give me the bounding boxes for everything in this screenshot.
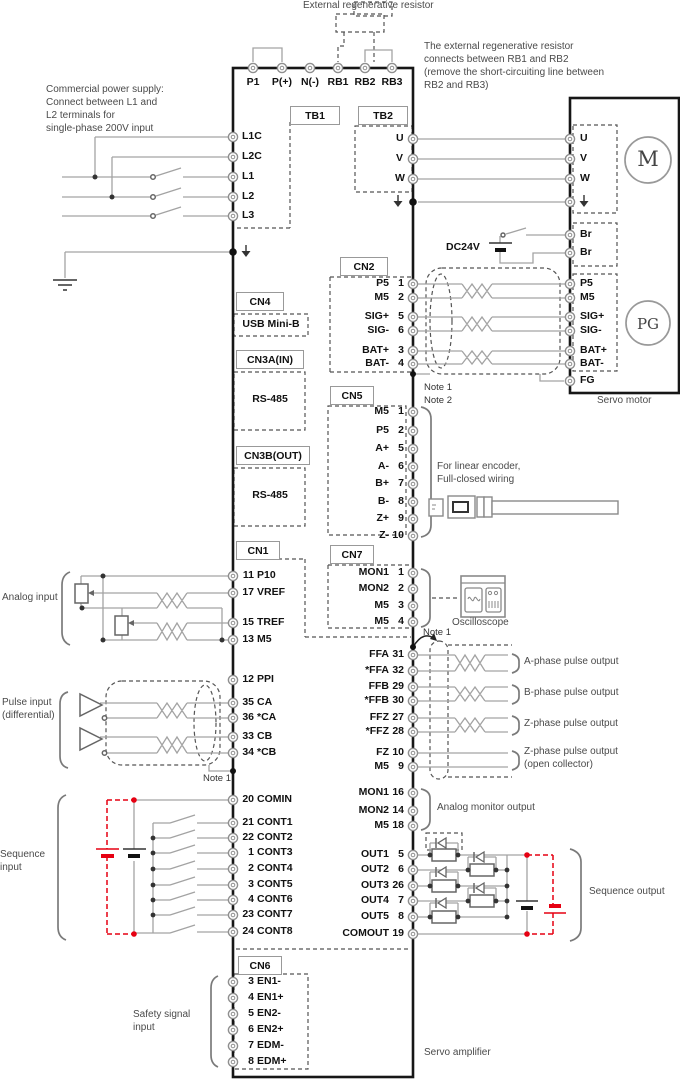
cn2-pin-sig-minus: SIG- 6 [367, 324, 404, 336]
enc-pin-fg: FG [580, 374, 595, 386]
sout-pin-out5: OUT5 8 [360, 910, 404, 922]
motor-pin-br2: Br [580, 246, 592, 258]
cn1-pin-star-cb: 34 *CB [242, 746, 277, 758]
motor-pin-w: W [580, 172, 590, 184]
oscilloscope-icon [461, 576, 505, 617]
enc-pin-bat-plus: BAT+ [580, 344, 607, 356]
cn5-pin-0: M5 1 [374, 405, 404, 417]
encoder-pg-label: PG [636, 315, 660, 333]
analog-monitor-caption: Analog monitor output [437, 802, 535, 813]
tb2-label: TB2 [358, 106, 408, 125]
rs485-out-label: RS-485 [252, 489, 288, 501]
pout-pin-star-ffa: *FFA 32 [365, 664, 404, 676]
relay-coil-out5 [432, 911, 456, 923]
analog-input-caption: Analog input [2, 592, 58, 603]
cn1-pin-cont1: 21 CONT1 [242, 816, 293, 828]
motor-pin-u: U [580, 132, 588, 144]
pin-l2c: L2C [242, 150, 262, 162]
terminal-p-plus: P(+) [271, 76, 293, 88]
relay-coil-out4 [470, 895, 494, 907]
z-phase-caption: Z-phase pulse output [524, 718, 618, 729]
diode-2 [476, 852, 484, 862]
linear-encoder-icon [429, 496, 618, 518]
terminal-n-minus: N(-) [300, 76, 320, 88]
relay-coil-out1 [432, 849, 456, 861]
power-note-4: single-phase 200V input [46, 123, 154, 134]
power-note-1: Commercial power supply: [46, 84, 164, 95]
cn6-pin-edm-plus: 8 EDM+ [248, 1055, 287, 1067]
diode-1 [438, 838, 446, 848]
cn5-label: CN5 [330, 386, 374, 405]
buffer-triangle-2 [80, 728, 102, 750]
ext-resistor-note-3: (remove the short-circuiting line between [424, 67, 605, 78]
enc-pin-sig-minus: SIG- [580, 324, 602, 336]
cn5-pin-7: Z- 10 [379, 529, 404, 541]
cn4-label: CN4 [236, 292, 284, 311]
cn2-pin-m5: M5 2 [374, 291, 404, 303]
z-phase-oc-caption-1: Z-phase pulse output [524, 746, 618, 757]
cn7-pin-m5-4: M5 4 [374, 615, 404, 627]
terminal-rb2: RB2 [354, 76, 376, 88]
cn5-note-2: Full-closed wiring [437, 474, 515, 485]
pout-pin-fz: FZ 10 [376, 746, 404, 758]
cn7-pin-m5-3: M5 3 [374, 599, 404, 611]
power-note-3: L2 terminals for [46, 110, 115, 121]
cn3a-label: CN3A(IN) [236, 350, 304, 369]
pulse-input-caption-2: (differential) [2, 710, 55, 721]
cn6-pin-en1-minus: 3 EN1- [248, 975, 281, 987]
pin-w: W [395, 172, 405, 184]
z-phase-oc-caption-2: (open collector) [524, 759, 593, 770]
cn1-pin-comin: 20 COMIN [242, 793, 292, 805]
cn2-pin-sig-plus: SIG+ 5 [364, 310, 404, 322]
cn6-pin-edm-minus: 7 EDM- [248, 1039, 284, 1051]
amon-pin-mon2: MON2 14 [358, 804, 404, 816]
cn5-pin-6: Z+ 9 [376, 512, 404, 524]
cn2-pin-bat-plus: BAT+ 3 [362, 344, 404, 356]
servo-motor-caption: Servo motor [597, 395, 652, 406]
terminal-p1: P1 [246, 76, 260, 88]
pin-l1: L1 [242, 170, 255, 182]
cn1-pin-tref: 15 TREF [242, 616, 285, 628]
cn1-pin-m5: 13 M5 [242, 633, 272, 645]
rs485-in-label: RS-485 [252, 393, 288, 405]
cn1-pin-cont3: 1 CONT3 [248, 846, 293, 858]
diode-3 [438, 867, 446, 877]
amon-pin-mon1: MON1 16 [358, 786, 404, 798]
cn1-pin-cont7: 23 CONT7 [242, 908, 293, 920]
cn2-pin-p5: P5 1 [376, 277, 404, 289]
pout-pin-star-ffb: *FFB 30 [364, 694, 404, 706]
cn1-pin-cont5: 3 CONT5 [248, 878, 293, 890]
cn1-pin-ppi: 12 PPI [242, 673, 274, 685]
potentiometer-2 [115, 616, 128, 635]
sout-pin-out2: OUT2 6 [360, 863, 404, 875]
ext-resistor-note-2: connects between RB1 and RB2 [424, 54, 569, 65]
relay-coil-out3 [432, 880, 456, 892]
cn6-pin-en2-minus: 5 EN2- [248, 1007, 281, 1019]
pulse-input-note1: Note 1 [203, 773, 231, 784]
pin-v: V [396, 152, 404, 164]
cn1-pin-cont2: 22 CONT2 [242, 831, 293, 843]
seq-input-caption-2: input [0, 862, 22, 873]
pulse-input-caption-1: Pulse input [2, 697, 52, 708]
pin-l2: L2 [242, 190, 255, 202]
cn3b-label: CN3B(OUT) [236, 446, 310, 465]
cn1-pin-cont4: 2 CONT4 [248, 862, 293, 874]
cn1-label: CN1 [236, 541, 280, 560]
cn6-pin-en1-plus: 4 EN1+ [248, 991, 284, 1003]
pout-pin-m5: M5 9 [374, 760, 404, 772]
ext-resistor-box [336, 14, 384, 32]
cn1-pin-p10: 11 P10 [242, 569, 276, 581]
cn6-label: CN6 [238, 956, 282, 975]
a-phase-caption: A-phase pulse output [524, 656, 619, 667]
cn1-pin-ca: 35 CA [242, 696, 273, 708]
cn5-note-1: For linear encoder, [437, 461, 521, 472]
sout-pin-out3: OUT3 26 [360, 879, 404, 891]
pulse-out-shield [430, 641, 448, 779]
pin-l3: L3 [242, 209, 255, 221]
cn2-note2: Note 2 [424, 395, 452, 406]
terminal-rb1: RB1 [327, 76, 349, 88]
safety-caption-2: input [133, 1022, 155, 1033]
buffer-triangle-1 [80, 694, 102, 716]
cn6-pin-en2-plus: 6 EN2+ [248, 1023, 284, 1035]
cn7-label: CN7 [330, 545, 374, 564]
cn2-pin-bat-minus: BAT- 4 [365, 357, 404, 369]
sequence-output-caption: Sequence output [589, 886, 665, 897]
oscilloscope-caption: Oscilloscope [452, 617, 509, 628]
pout-pin-ffa: FFA 31 [369, 648, 404, 660]
diode-4 [476, 883, 484, 893]
pin-u: U [396, 132, 404, 144]
sout-pin-out1: OUT1 5 [360, 848, 404, 860]
enc-pin-m5: M5 [580, 291, 595, 303]
cn7-pin-mon1: MON1 1 [358, 566, 404, 578]
seq-input-caption-1: Sequence [0, 849, 46, 860]
tb1-label: TB1 [290, 106, 340, 125]
cn5-pin-2: A+ 5 [375, 442, 404, 454]
cn5-pin-3: A- 6 [377, 460, 404, 472]
pin-l1c: L1C [242, 130, 262, 142]
pout-pin-ffz: FFZ 27 [369, 711, 404, 723]
servo-amplifier-caption: Servo amplifier [424, 1047, 491, 1058]
cn7-pin-mon2: MON2 2 [358, 582, 404, 594]
motor-m-label: M [637, 147, 659, 171]
relay-coil-out2 [470, 864, 494, 876]
cn2-note1: Note 1 [424, 382, 452, 393]
pout-pin-ffb: FFB 29 [368, 680, 404, 692]
sout-pin-out4: OUT4 7 [360, 894, 404, 906]
cn1-pin-cont8: 24 CONT8 [242, 925, 293, 937]
diode-5 [438, 898, 446, 908]
terminal-rb3: RB3 [381, 76, 403, 88]
cn5-pin-4: B+ 7 [375, 477, 404, 489]
motor-pin-br1: Br [580, 228, 592, 240]
safety-caption-1: Safety signal [133, 1009, 191, 1020]
cn7-note1: Note 1 [423, 627, 451, 638]
potentiometer-1 [75, 584, 88, 603]
cn1-pin-star-ca: 36 *CA [242, 711, 277, 723]
cn5-pin-5: B- 8 [377, 495, 404, 507]
ext-resistor-note-4: RB2 and RB3) [424, 80, 489, 91]
sout-pin-comout: COMOUT 19 [342, 927, 404, 939]
motor-pin-v: V [580, 152, 588, 164]
enc-pin-sig-plus: SIG+ [580, 310, 605, 322]
enc-pin-bat-minus: BAT- [580, 357, 604, 369]
enc-pin-p5: P5 [580, 277, 593, 289]
ext-resistor-label: External regenerative resistor [303, 0, 434, 11]
cn1-pin-vref: 17 VREF [242, 586, 286, 598]
pout-pin-star-ffz: *FFZ 28 [365, 725, 404, 737]
cn5-pin-1: P5 2 [376, 424, 404, 436]
ext-resistor-note-1: The external regenerative resistor [424, 41, 574, 52]
cn2-label: CN2 [340, 257, 388, 276]
amon-pin-m5: M5 18 [374, 819, 404, 831]
usb-label: USB Mini-B [242, 318, 300, 330]
cn1-pin-cont6: 4 CONT6 [248, 893, 293, 905]
cn1-pin-cb: 33 CB [242, 730, 273, 742]
b-phase-caption: B-phase pulse output [524, 687, 619, 698]
power-note-2: Connect between L1 and [46, 97, 158, 108]
ground-terminals [229, 195, 588, 257]
dc24v-label: DC24V [446, 241, 480, 253]
